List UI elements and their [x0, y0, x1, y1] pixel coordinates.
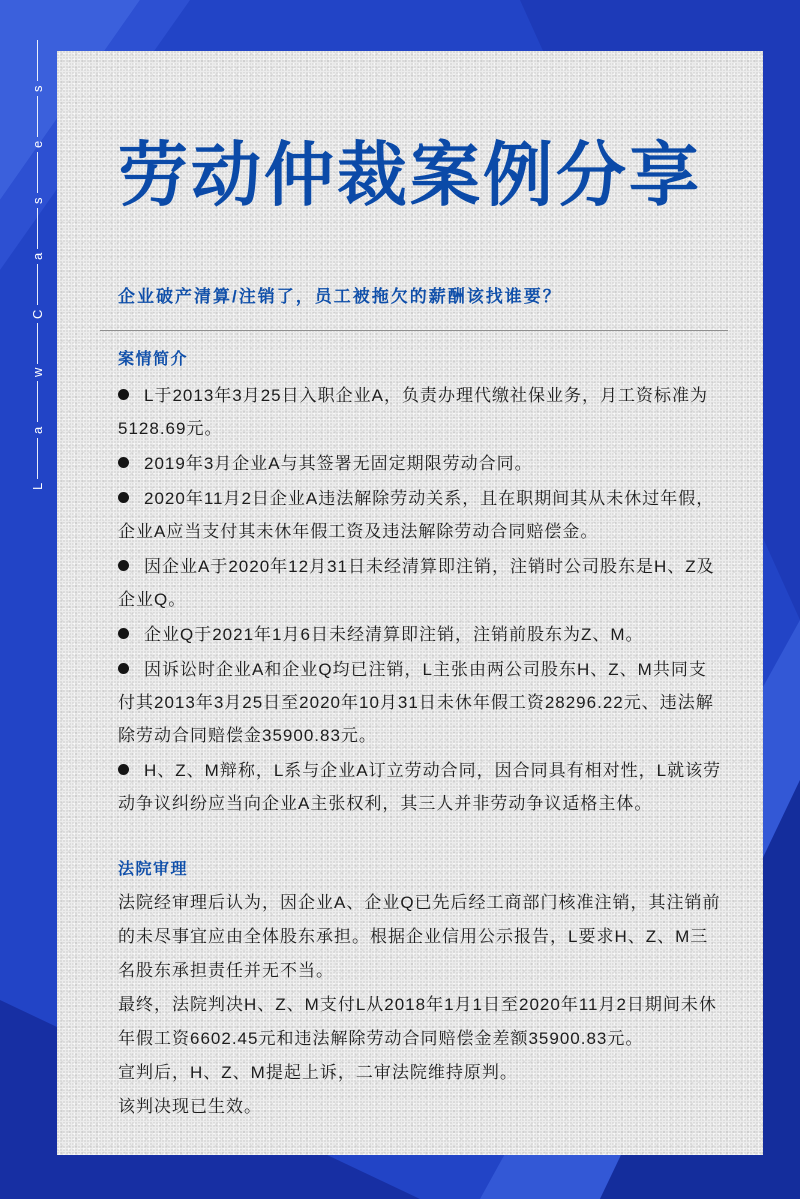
page-title: 劳动仲裁案例分享 [118, 134, 702, 216]
paragraph-line: 年假工资6602.45元和违法解除劳动合同赔偿金差额35900.83元。 [118, 1029, 644, 1048]
side-divider-line [38, 152, 39, 193]
item-text-line: 动争议纠纷应当向企业A主张权利，其三人并非劳动争议适格主体。 [118, 794, 653, 813]
item-first-line [118, 550, 748, 583]
paragraph [118, 1056, 748, 1090]
item-first-line [118, 379, 748, 412]
bullet-icon [118, 628, 129, 639]
paragraph-line: 宣判后，H、Z、M提起上诉，二审法院维持原判。 [118, 1063, 518, 1082]
item-text: H、Z、M辩称，L系与企业A订立劳动合同，因合同具有相对性，L就该劳 [144, 761, 722, 780]
bullet-icon [118, 560, 129, 571]
side-divider-line [38, 381, 39, 422]
case-summary-section [118, 343, 748, 820]
item-text-line: 5128.69元。 [118, 419, 223, 438]
bullet-icon [118, 492, 129, 503]
side-letter: L [30, 482, 45, 490]
list-item [118, 618, 748, 651]
item-text: 2020年11月2日企业A违法解除劳动关系，且在职期间其从未休过年假， [144, 489, 715, 508]
paragraph [118, 988, 748, 1056]
item-text-line: 企业Q。 [118, 590, 187, 609]
side-letter: e [30, 140, 45, 149]
section-heading: 法院审理 [118, 861, 189, 878]
side-letter: w [30, 367, 45, 378]
list-item [118, 447, 748, 480]
subtitle: 企业破产清算/注销了，员工被拖欠的薪酬该找谁要？ [118, 287, 562, 306]
item-text: 因企业A于2020年12月31日未经清算即注销，注销时公司股东是H、Z及 [144, 557, 715, 576]
paragraph-line: 最终，法院判决H、Z、M支付L从2018年1月1日至2020年11月2日期间未休 [118, 995, 717, 1014]
paragraph-line: 的未尽事宜应由全体股东承担。根据企业信用公示报告，L要求H、Z、M三 [118, 927, 709, 946]
side-letter: a [30, 252, 45, 261]
side-divider-line [38, 40, 39, 81]
bullet-icon [118, 663, 129, 674]
paragraph-line: 该判决现已生效。 [118, 1097, 262, 1116]
list-item [118, 550, 748, 616]
bullet-icon [118, 457, 129, 468]
item-first-line [118, 447, 748, 480]
side-divider-line [38, 208, 39, 249]
bullet-icon [118, 389, 129, 400]
item-text-line: 除劳动合同赔偿金35900.83元。 [118, 726, 377, 745]
paragraph [118, 1090, 748, 1124]
side-letter: a [30, 426, 45, 434]
item-text: 企业Q于2021年1月6日未经清算即注销，注销前股东为Z、M。 [144, 625, 644, 644]
paragraph-line: 名股东承担责任并无不当。 [118, 961, 334, 980]
court-review-section [118, 853, 748, 1124]
side-divider-line [38, 323, 39, 364]
side-letter: C [30, 309, 45, 319]
side-divider-line [38, 96, 39, 137]
item-first-line [118, 618, 748, 651]
list-item [118, 482, 748, 548]
list-item [118, 379, 748, 445]
item-text-line: 企业A应当支付其未休年假工资及违法解除劳动合同赔偿金。 [118, 522, 599, 541]
bullet-icon [118, 764, 129, 775]
item-text: 2019年3月企业A与其签署无固定期限劳动合同。 [144, 454, 533, 473]
item-first-line [118, 754, 748, 787]
side-divider-line [38, 264, 39, 305]
side-label-law-cases [30, 40, 46, 490]
list-item [118, 754, 748, 820]
item-first-line [118, 653, 748, 686]
content-card [57, 51, 763, 1155]
side-letter: s [30, 85, 45, 92]
side-letter: s [30, 197, 45, 204]
item-text: 因诉讼时企业A和企业Q均已注销，L主张由两公司股东H、Z、M共同支 [144, 660, 707, 679]
item-text: L于2013年3月25日入职企业A，负责办理代缴社保业务，月工资标准为 [144, 386, 708, 405]
item-text-line: 付其2013年3月25日至2020年10月31日未休年假工资28296.22元、违法解 [118, 693, 714, 712]
item-first-line [118, 482, 748, 515]
divider-line [100, 330, 728, 331]
side-divider-line [38, 438, 39, 479]
paragraph [118, 886, 748, 988]
paragraph-line: 法院经审理后认为，因企业A、企业Q已先后经工商部门核准注销，其注销前 [118, 893, 721, 912]
list-item [118, 653, 748, 752]
section-heading: 案情简介 [118, 351, 189, 368]
